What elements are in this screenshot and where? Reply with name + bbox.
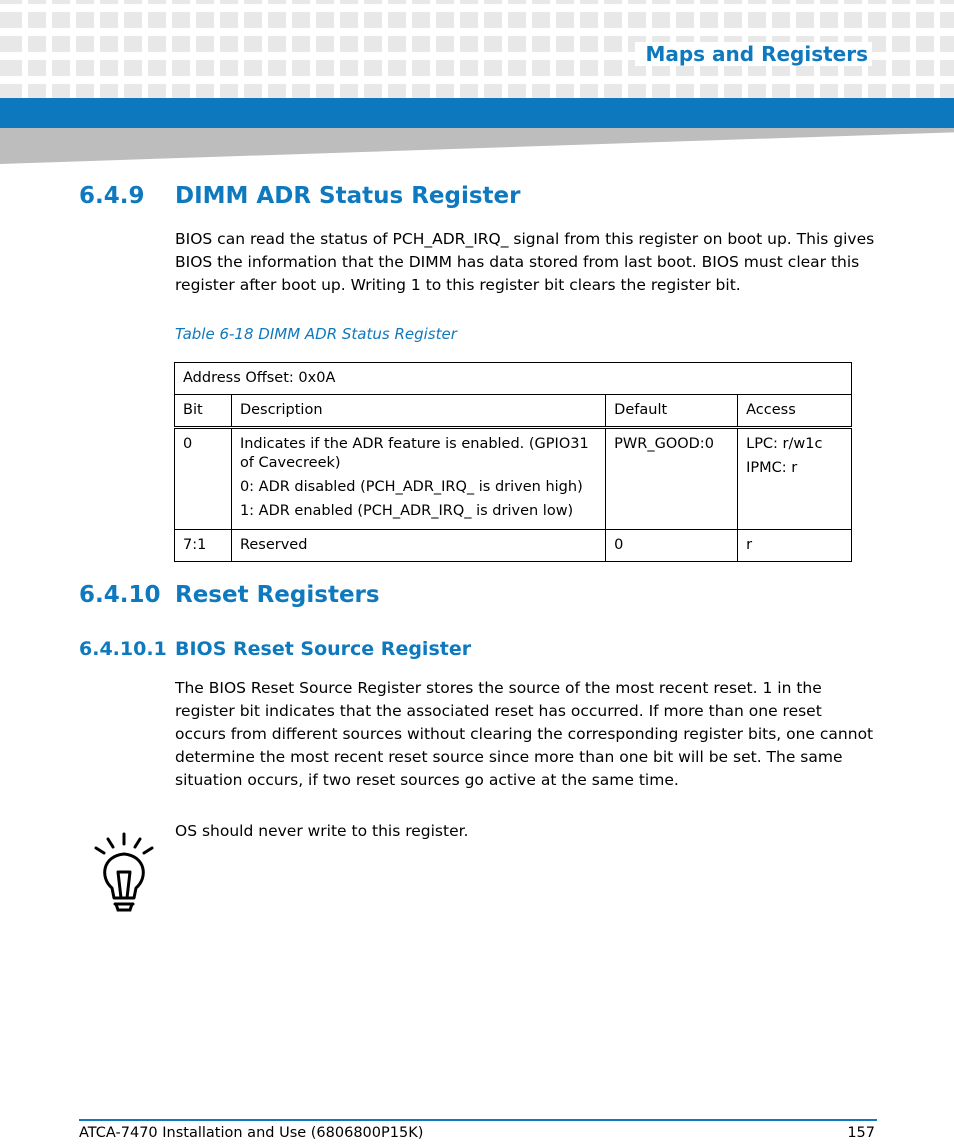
column-header: Description (231, 395, 605, 428)
access-cell (738, 428, 852, 530)
access-line: IPMC: r (746, 460, 798, 476)
section-title: DIMM ADR Status Register (175, 183, 521, 209)
access-cell: r (738, 530, 852, 562)
description-cell (231, 428, 605, 530)
page-number: 157 (847, 1125, 875, 1141)
bit-cell: 0 (175, 428, 232, 530)
section-number: 6.4.10 (79, 582, 161, 608)
table-row (175, 428, 852, 530)
address-offset-cell: Address Offset: 0x0A (175, 363, 852, 395)
description-line: 1: ADR enabled (PCH_ADR_IRQ_ is driven low) (239, 503, 574, 519)
default-cell: PWR_GOOD:0 (606, 428, 738, 530)
description-line: 0: ADR disabled (PCH_ADR_IRQ_ is driven high) (239, 479, 583, 495)
tip-text: OS should never write to this register. (175, 822, 469, 840)
footer-document-title: ATCA-7470 Installation and Use (6806800P15K) (79, 1125, 424, 1141)
section-number: 6.4.10.1 (79, 638, 167, 660)
column-header: Default (606, 395, 738, 428)
header-blue-bar (0, 98, 954, 128)
bit-cell: 7:1 (175, 530, 232, 562)
section-heading-6-4-9 (79, 183, 520, 209)
table-caption: Table 6-18 DIMM ADR Status Register (175, 325, 457, 343)
column-header: Bit (175, 395, 232, 428)
access-line: LPC: r/w1c (746, 436, 823, 452)
section-body: BIOS can read the status of PCH_ADR_IRQ_ signal from this register on boot up. This gives BIOS the information that the DIMM has data stored from last boot. BIOS must clear this register after boot up. Writing 1 to this register bit clears the register bit. (175, 230, 875, 294)
section-title: BIOS Reset Source Register (175, 638, 472, 660)
header-title: Maps and Registers (635, 42, 872, 66)
section-body: The BIOS Reset Source Register stores the source of the most recent reset. 1 in the register bit indicates that the associated reset has occurred. If more than one reset occurs from different sources without clearing the corresponding register bits, one cannot determine the most recent reset source since more than one bit will be set. The same situation occurs, if two reset sources go active at the same time. (175, 679, 874, 789)
column-header: Access (738, 395, 852, 428)
table-row (175, 530, 852, 562)
section-number: 6.4.9 (79, 183, 145, 209)
header-grey-wedge (0, 128, 954, 164)
description-line: Indicates if the ADR feature is enabled. (GPIO31 of Cavecreek) (239, 436, 589, 471)
register-table (174, 362, 852, 562)
lightbulb-icon (92, 832, 156, 914)
description-cell: Reserved (231, 530, 605, 562)
section-heading-6-4-10 (79, 582, 380, 608)
section-title: Reset Registers (175, 582, 380, 608)
section-heading-6-4-10-1 (79, 638, 471, 660)
default-cell: 0 (606, 530, 738, 562)
footer-rule (79, 1119, 877, 1121)
